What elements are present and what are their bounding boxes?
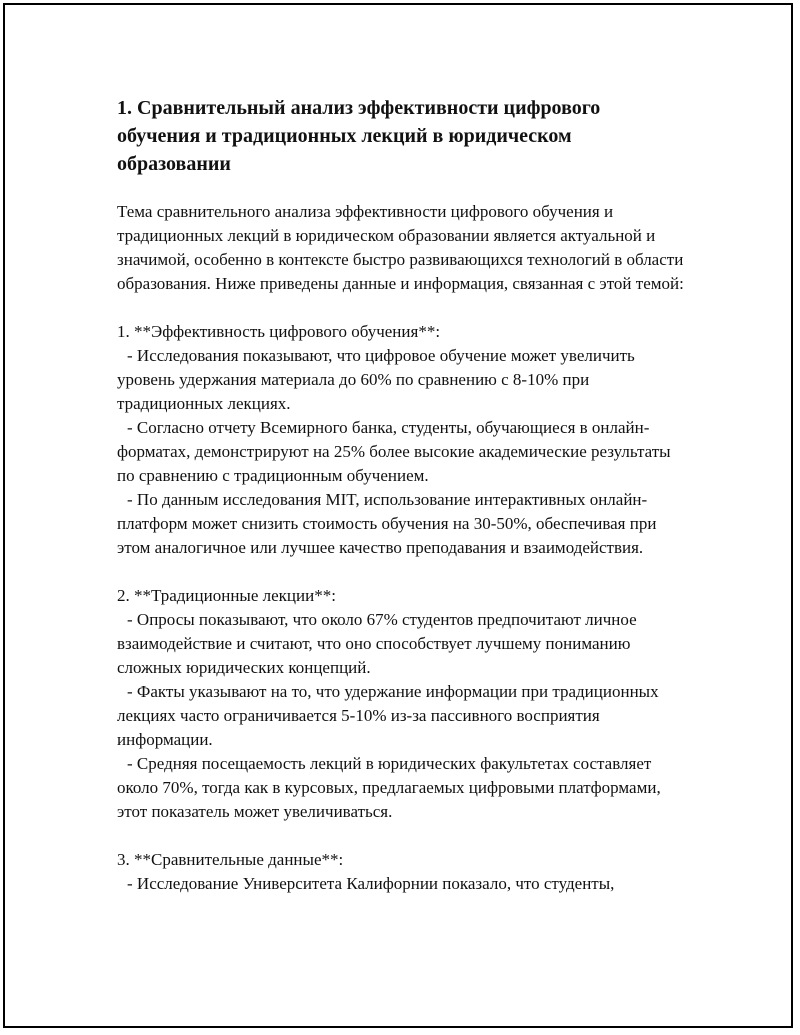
document-body [117, 94, 687, 920]
document-title: 1. Сравнительный анализ эффективности цифрового обучения и традиционных лекций в юридическом образовании [117, 97, 601, 175]
section-digital-learning [117, 320, 687, 560]
list-item: - Средняя посещаемость лекций в юридических факультетах составляет около 70%, тогда как в курсовых, предлагаемых цифровыми платформами, этот показатель может увеличиваться. [117, 754, 661, 821]
list-item: - Опросы показывают, что около 67% студентов предпочитают личное взаимодействие и считают, что оно способствует лучшему пониманию сложных юридических концепций. [117, 610, 637, 677]
section-comparative-data [117, 848, 687, 896]
intro-paragraph: Тема сравнительного анализа эффективности цифрового обучения и традиционных лекций в юридическом образовании является актуальной и значимой, особенно в контексте быстро развивающихся технологий в области образования. Ниже приведены данные и информация, связанная с этой темой: [117, 202, 684, 293]
list-item: - Факты указывают на то, что удержание информации при традиционных лекциях часто ограничивается 5-10% из-за пассивного восприятия информации. [117, 682, 659, 749]
section-heading: 2. **Традиционные лекции**: [117, 586, 336, 605]
list-item: - Согласно отчету Всемирного банка, студенты, обучающиеся в онлайн-форматах, демонстрируют на 25% более высокие академические результаты по сравнению с традиционным обучением. [117, 418, 671, 485]
section-heading: 3. **Сравнительные данные**: [117, 850, 344, 869]
list-item: - Исследования показывают, что цифровое обучение может увеличить уровень удержания материала до 60% по сравнению с 8-10% при традиционных лекциях. [117, 346, 635, 413]
section-traditional-lectures [117, 584, 687, 824]
section-heading: 1. **Эффективность цифрового обучения**: [117, 322, 441, 341]
list-item: - По данным исследования MIT, использование интерактивных онлайн-платформ может снизить стоимость обучения на 30-50%, обеспечивая при этом аналогичное или лучшее качество преподавания и взаимодействия. [117, 490, 657, 557]
list-item: - Исследование Университета Калифорнии показало, что студенты, [127, 874, 615, 893]
